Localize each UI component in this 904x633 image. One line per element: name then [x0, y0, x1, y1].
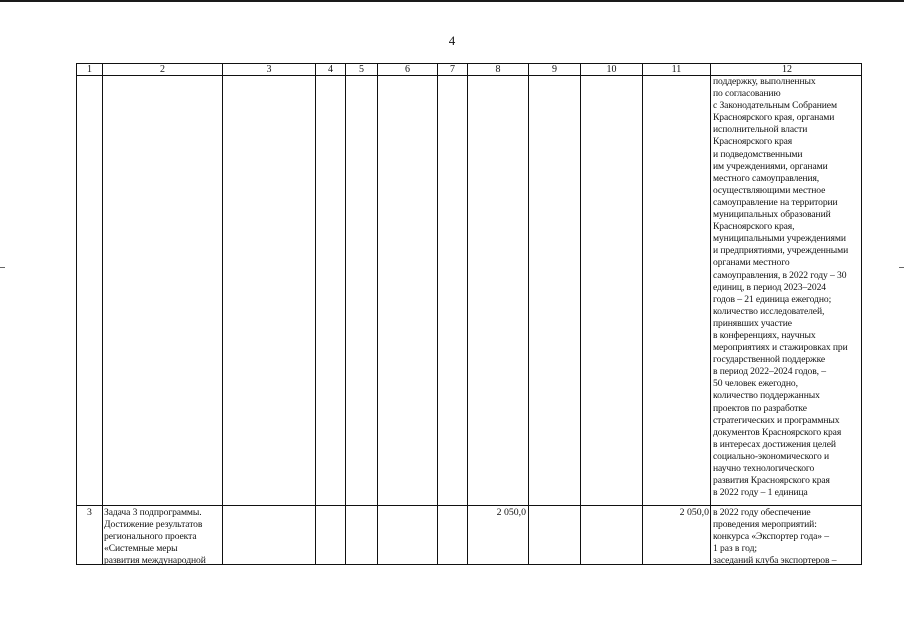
row3-col12-description [713, 507, 836, 567]
page-number: 4 [448, 33, 456, 48]
text-line: 1 раз в год; [713, 543, 757, 555]
column-divider [222, 64, 223, 564]
text-line: Задача 3 подпрограммы. [104, 507, 202, 518]
text-line: государственной поддержке [713, 354, 826, 366]
text-line: единиц, в период 2023–2024 [713, 281, 826, 293]
text-line: конкурса «Экспортер года» – [713, 531, 829, 543]
text-line: регионального проекта [104, 531, 197, 543]
text-line: развития международной [104, 555, 206, 567]
text-line: самоуправления, в 2022 году – 30 [713, 269, 847, 281]
text-line: принявших участие [713, 317, 792, 329]
text-line: 50 человек ежегодно, [713, 378, 798, 390]
column-header-9: 9 [552, 64, 557, 75]
text-line: и подведомственными [713, 148, 803, 160]
text-line: заседаний клуба экспортеров – [713, 555, 837, 567]
row3-col8-value: 2 050,0 [496, 507, 526, 518]
text-line: муниципальных образований [713, 209, 831, 221]
column-header-8: 8 [495, 64, 501, 75]
data-table [76, 63, 862, 565]
column-divider [467, 64, 468, 564]
column-divider [102, 64, 103, 564]
column-divider [642, 64, 643, 564]
text-line: и предприятиями, учрежденными [713, 245, 849, 257]
text-line: муниципальными учреждениями [713, 233, 846, 245]
page-top-border [0, 0, 904, 2]
text-line: Красноярского края [713, 136, 793, 148]
text-line: социально-экономического и [713, 450, 829, 462]
text-line: стратегических и программных [713, 414, 840, 426]
text-line: в интересах достижения целей [713, 438, 836, 450]
column-divider [580, 64, 581, 564]
column-header-1: 1 [87, 64, 92, 75]
text-line: Красноярского края, органами [713, 112, 835, 124]
row-number: 3 [87, 507, 92, 518]
text-line: осуществляющими местное [713, 184, 826, 196]
row3-col2-task [104, 507, 206, 567]
scan-mark [0, 267, 5, 268]
column-divider [345, 64, 346, 564]
column-divider [710, 64, 711, 564]
text-line: органами местного [713, 257, 790, 269]
text-line: проектов по разработке [713, 402, 807, 414]
column-header-10: 10 [606, 64, 617, 75]
text-line: самоуправление на территории [713, 196, 838, 208]
text-line: местного самоуправления, [713, 172, 820, 184]
row3-col11-value: 2 050,0 [679, 507, 709, 518]
text-line: им учреждениями, органами [713, 160, 828, 172]
text-line: количество поддержанных [713, 390, 820, 402]
column-header-5: 5 [359, 64, 364, 75]
text-line: в конференциях, научных [713, 329, 816, 341]
column-divider [437, 64, 438, 564]
text-line: проведения мероприятий: [713, 519, 817, 531]
text-line: в период 2022–2024 годов, – [713, 366, 826, 378]
column-header-11: 11 [671, 64, 682, 75]
column-header-6: 6 [405, 64, 410, 75]
text-line: Достижение результатов [104, 519, 203, 531]
text-line: документов Красноярского края [713, 426, 842, 438]
text-line: по согласованию [713, 88, 781, 100]
text-line: в 2022 году – 1 единица [713, 487, 808, 499]
text-line: в 2022 году обеспечение [713, 507, 811, 518]
text-line: количество исследователей, [713, 305, 825, 317]
column-divider [528, 64, 529, 564]
text-line: развития Красноярского края [713, 475, 830, 487]
text-line: научно технологического [713, 463, 815, 474]
row-divider [77, 505, 861, 506]
column-header-4: 4 [328, 64, 333, 75]
scan-mark [899, 267, 904, 268]
text-line: годов – 21 единица ежегодно; [713, 293, 832, 305]
column-divider [315, 64, 316, 564]
text-line: мероприятиях и стажировках при [713, 342, 848, 354]
text-line: исполнительной власти [713, 124, 808, 136]
column-header-2: 2 [160, 64, 165, 75]
text-line: «Системные меры [104, 543, 178, 555]
column-header-7: 7 [450, 64, 455, 75]
column-header-3: 3 [266, 64, 272, 75]
text-line: поддержку, выполненных [713, 76, 816, 87]
column-divider [377, 64, 378, 564]
text-line: с Законодательным Собранием [713, 100, 837, 112]
continuation-row-col12 [713, 76, 848, 499]
column-header-12: 12 [782, 64, 792, 75]
text-line: Красноярского края, [713, 221, 795, 233]
